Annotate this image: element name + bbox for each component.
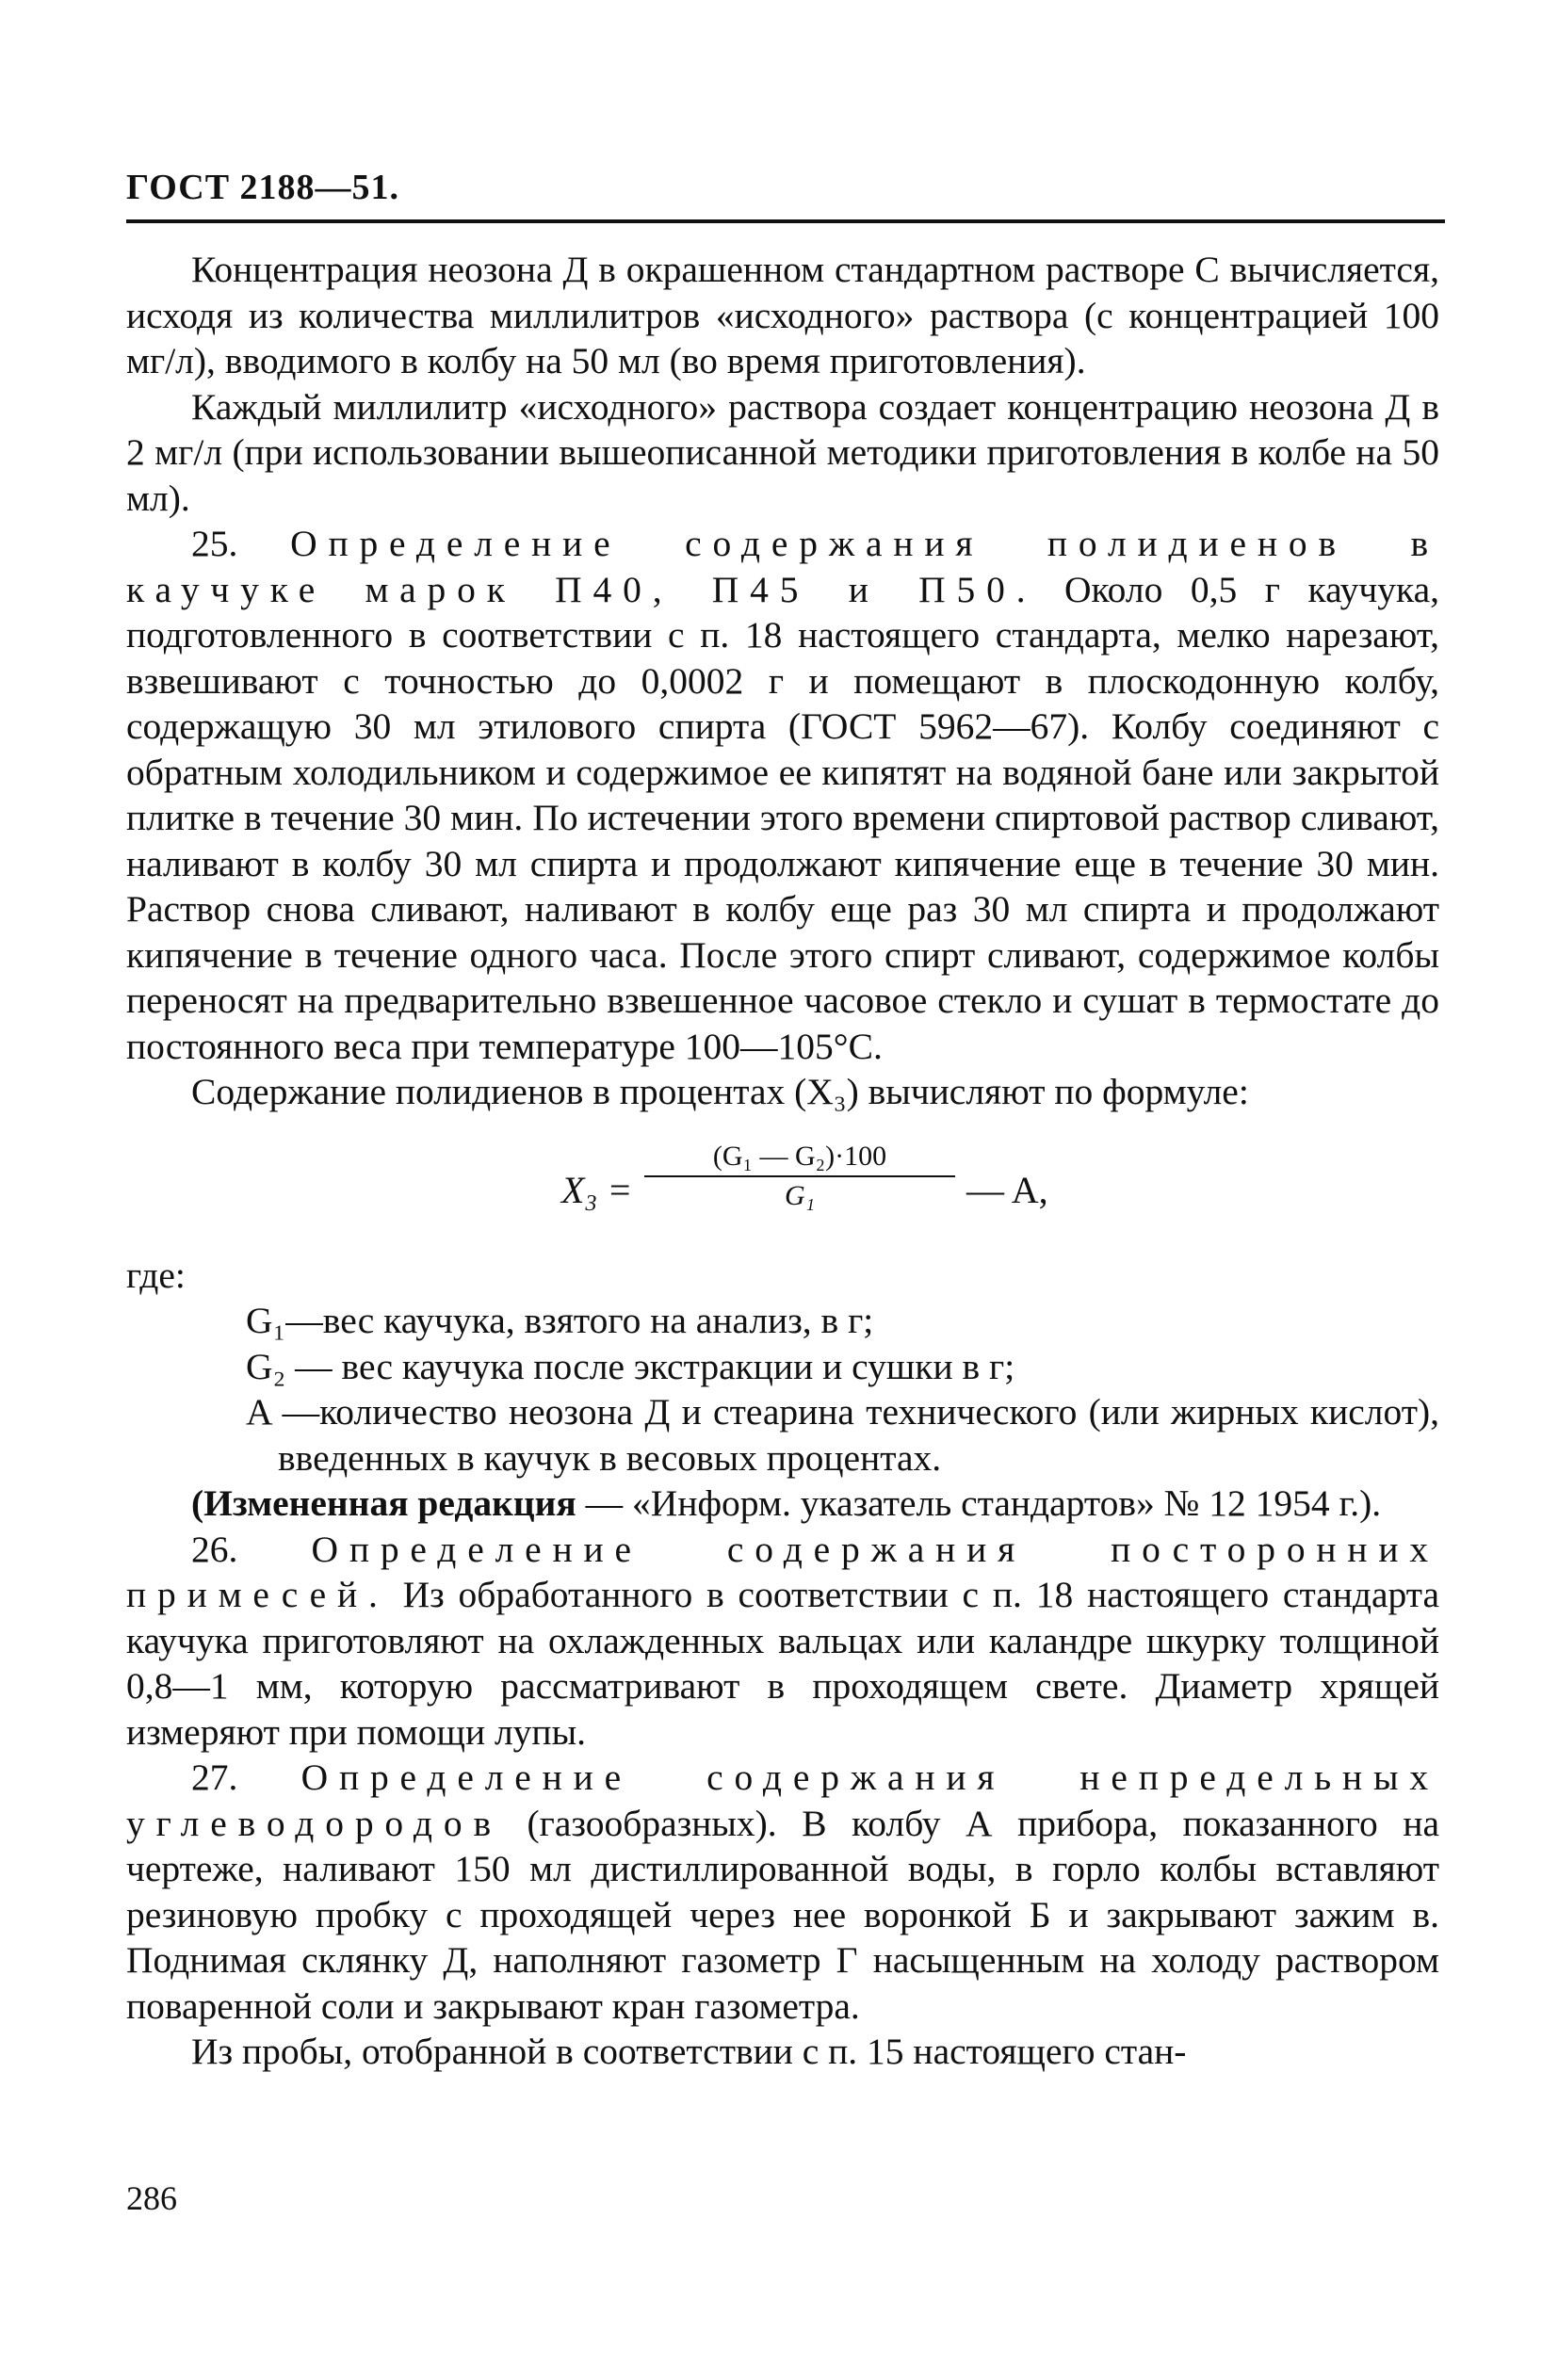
page-number: 286	[126, 2179, 177, 2217]
body-text	[126, 247, 1439, 2075]
section-text: Из обработанного в соответствии с п. 18 настоящего стандарта каучука приготовляют на охлажденных вальцах или каландре шкурку толщиной 0,8—1 мм, которую рассматривают в проходящем свете. Диаметр хрящей измеряют при помощи лупы.	[126, 1574, 1439, 1753]
section-25	[126, 521, 1439, 1069]
formula-denominator: G₁	[784, 1179, 816, 1211]
section-title: Определение содержания непредельных углеводородов	[126, 1757, 1439, 1844]
section-number: 26.	[191, 1528, 238, 1570]
formula-numerator: (G₁ — G₂)·100	[644, 1138, 955, 1177]
edit-note-bold: (Измененная редакция	[191, 1482, 576, 1524]
section-text: (газообразных). В колбу А прибора, показанного на чертеже, наливают 150 мл дистиллированной воды, в горло колбы вставляют резиновую пробку с проходящей через нее воронкой Б и закрывают зажим в. Поднимая склянку Д, наполняют газометр Г насыщенным на холоду раствором поваренной соли и закрывают кран газометра.	[126, 1802, 1439, 2027]
section-27	[126, 1755, 1439, 2029]
section-text: Около 0,5 г каучука, подготовленного в соответствии с п. 18 настоящего стандарта, мелко нарезают, взвешивают с точностью до 0,0002 г и помещают в плоскодонную колбу, содержащую 30 мл этилового спирта (ГОСТ 5962—67). Колбу соединяют с обратным холодильником и содержимое ее кипятят на водяной бане или закрытой плитке в течение 30 мин. По истечении этого времени спиртовой раствор сливают, наливают в колбу 30 мл спирта и продолжают кипячение еще в течение 30 мин. Раствор снова сливают, наливают в колбу еще раз 30 мл спирта и продолжают кипячение в течение одного часа. После этого спирт сливают, содержимое колбы переносят на предварительно взвешенное часовое стекло и сушат в термостате до постоянного веса при температуре 100—105°С.	[126, 568, 1439, 1067]
formula-lhs: X₃ =	[561, 1168, 633, 1211]
section-title: Определение содержания полидиенов в каучуке марок П40, П45 и П50.	[126, 523, 1440, 610]
section-26	[126, 1527, 1439, 1756]
edit-note	[126, 1481, 1439, 1527]
definition-a: A —количество неозона Д и стеарина технического (или жирных кислот), введенных в каучук в весовых процентах.	[246, 1391, 1439, 1479]
definition-g1: G₁—вес каучука, взятого на анализ, в г;	[246, 1300, 874, 1341]
header-rule	[126, 219, 1445, 223]
page-header: ГОСТ 2188—51.	[126, 168, 400, 207]
definition-g2: G₂ — вес каучука после экстракции и сушки в г;	[246, 1345, 1015, 1387]
formula-fraction	[644, 1138, 955, 1215]
formula-rhs: — A,	[966, 1168, 1048, 1211]
section-number: 27.	[191, 1757, 238, 1798]
section-title: Определение содержания посторонних примесей.	[126, 1528, 1439, 1615]
formula	[126, 1132, 1439, 1245]
where-label: где:	[126, 1254, 186, 1296]
section-number: 25.	[191, 523, 238, 564]
paragraph: Каждый миллилитр «исходного» раствора создает концентрацию неозона Д в 2 мг/л (при использовании вышеописанной методики приготовления в колбе на 50 мл).	[126, 385, 1439, 519]
paragraph: Концентрация неозона Д в окрашенном стандартном растворе С вычисляется, исходя из количества миллилитров «исходного» раствора (с концентрацией 100 мг/л), вводимого в колбу на 50 мл (во время приготовления).	[126, 249, 1439, 381]
paragraph: Содержание полидиенов в процентах (Х₃) вычисляют по формуле:	[191, 1071, 1249, 1112]
paragraph: Из пробы, отобранной в соответствии с п. 15 настоящего стан-	[191, 2031, 1187, 2072]
edit-note-text: — «Информ. указатель стандартов» № 12 1954 г.).	[576, 1482, 1382, 1524]
